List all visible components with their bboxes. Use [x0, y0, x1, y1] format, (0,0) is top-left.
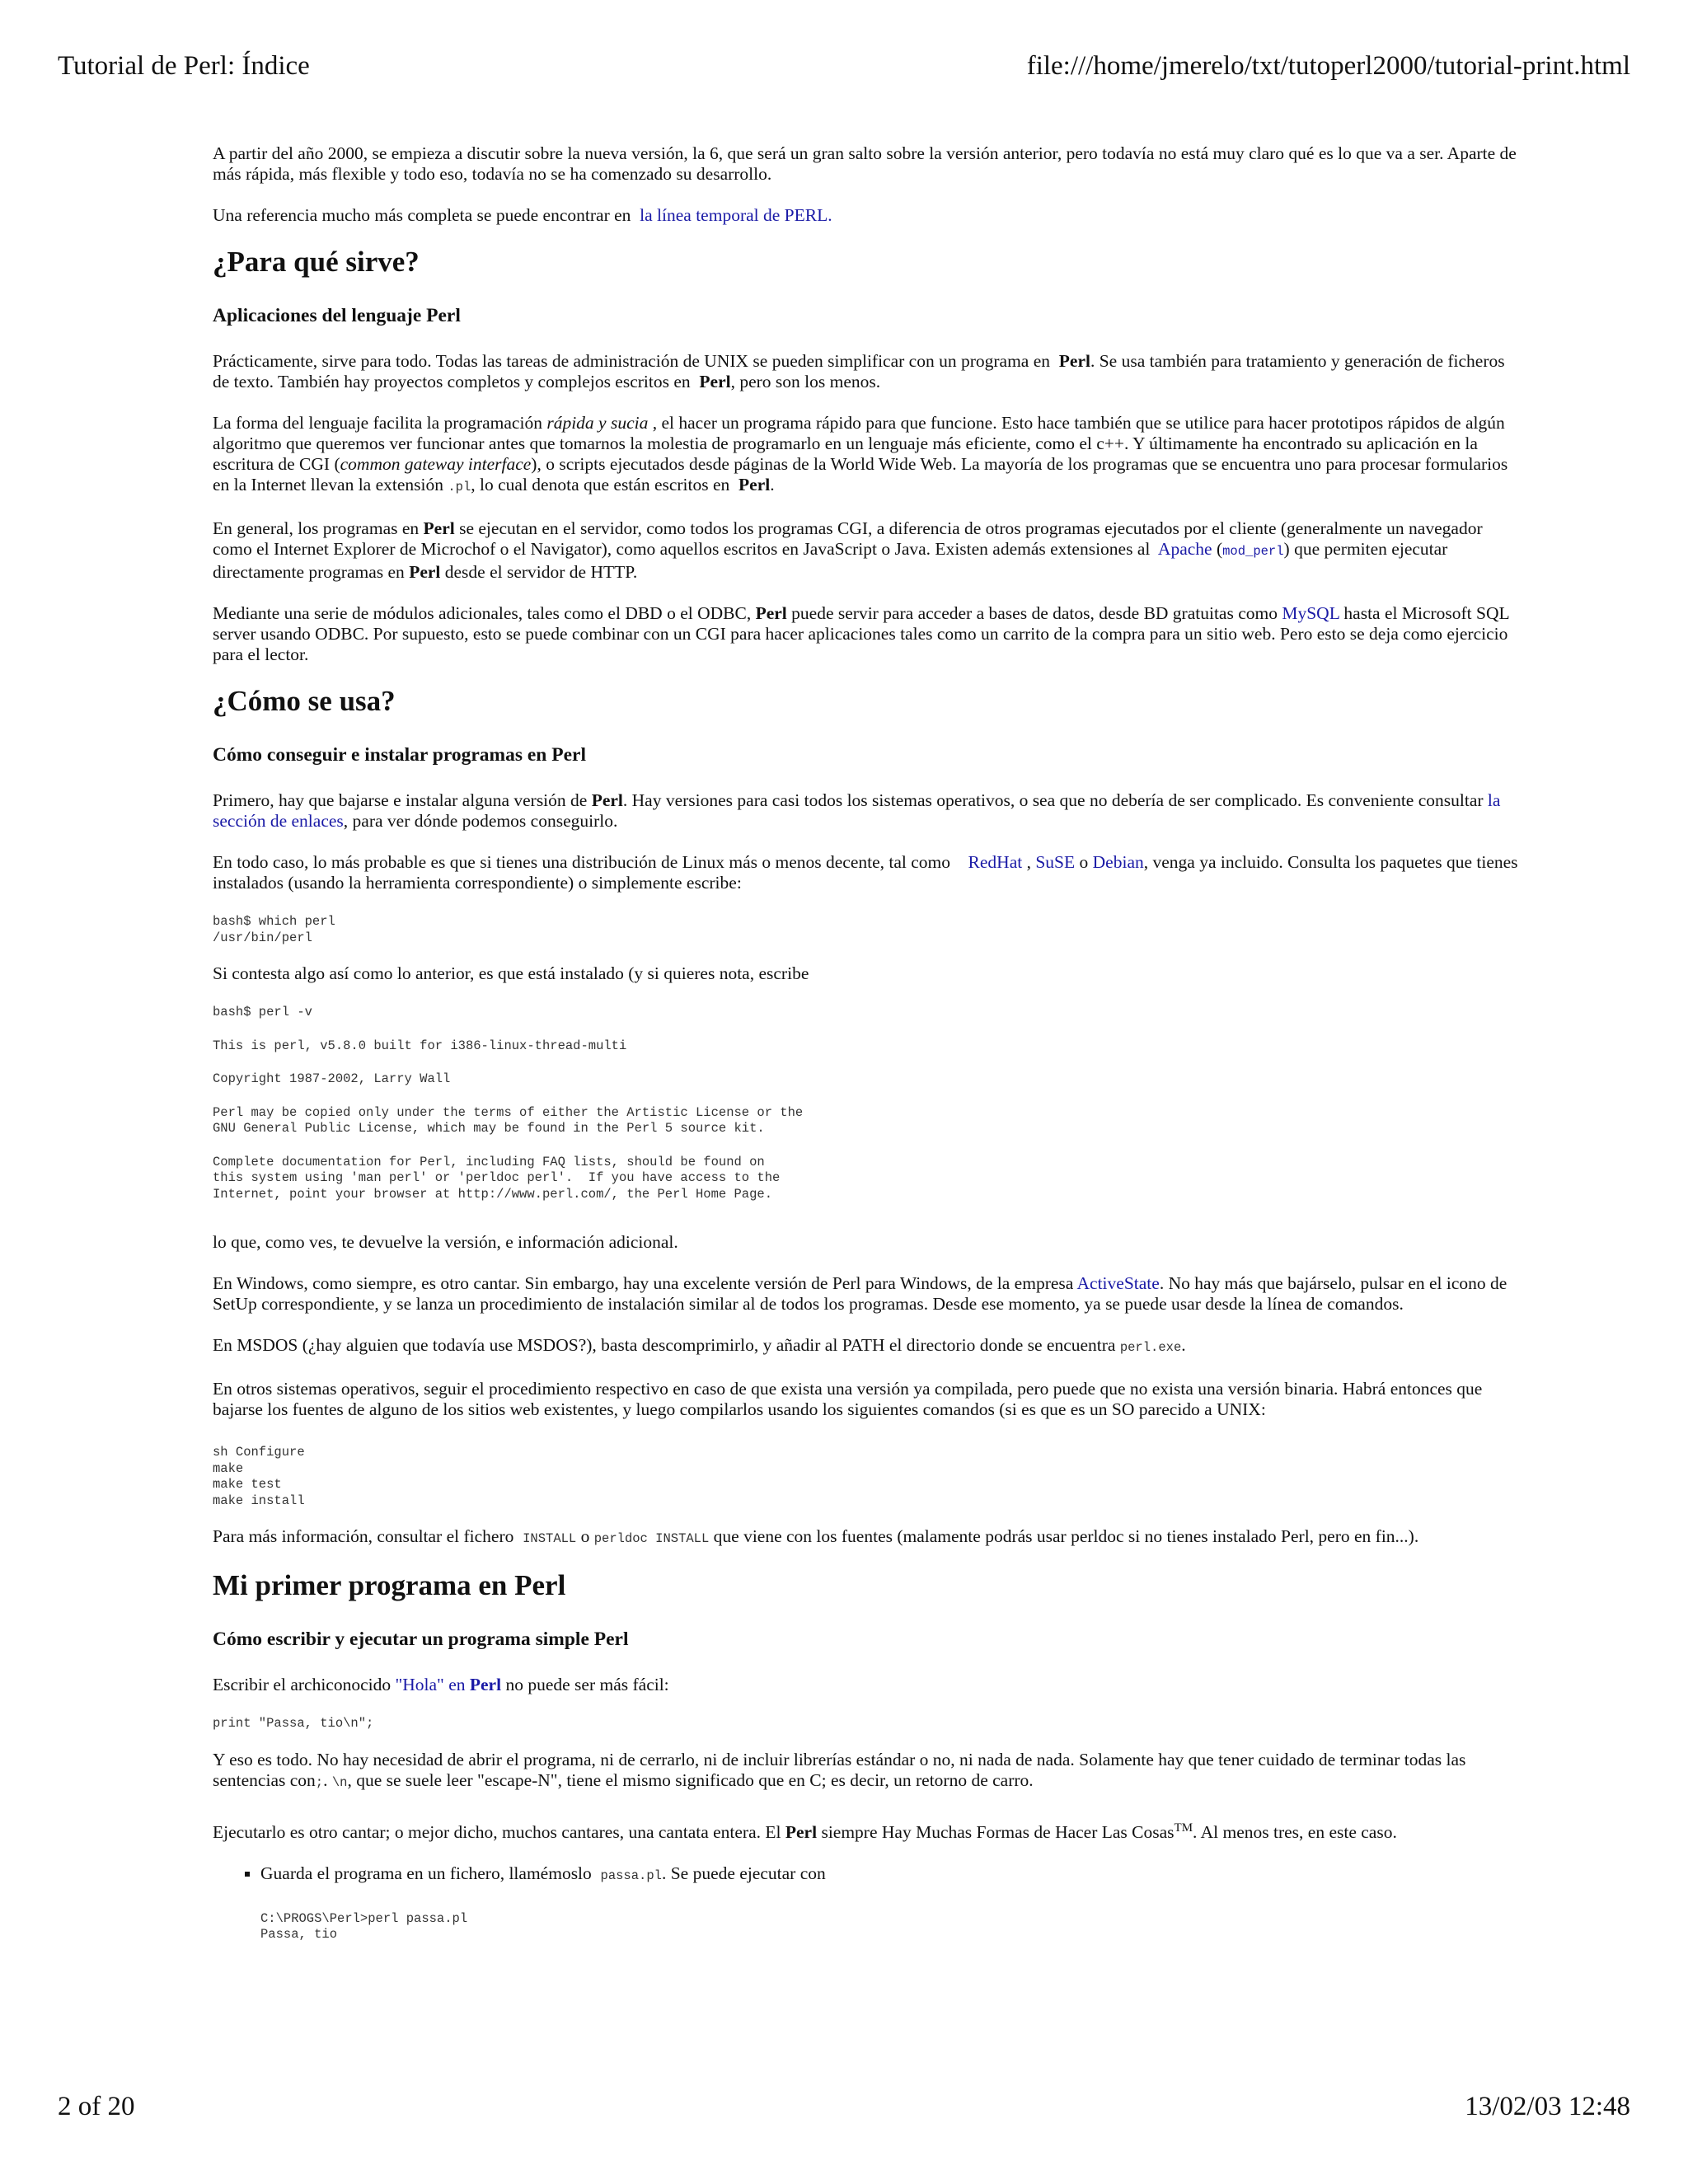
suse-link[interactable]: SuSE: [1035, 852, 1076, 872]
hola-link[interactable]: "Hola" en Perl: [395, 1675, 502, 1694]
page-header-title: Tutorial de Perl: Índice: [58, 51, 310, 81]
paragraph-todo: Y eso es todo. No hay necesidad de abrir el programa, ni de cerrarlo, ni de incluir librerías estándar o no, ni nada de nada. Solamente hay que tener cuidado de terminar todas las sentencias con;. \n, que se suele leer "escape-N", tiene el mismo significado que en C; es decir, un retorno de carro.: [213, 1749, 1466, 1790]
print-datetime: 13/02/03 12:48: [1465, 2092, 1630, 2121]
list-item: ▪ Guarda el programa en un fichero, llamémoslo passa.pl. Se puede ejecutar con: [260, 1863, 1525, 1886]
activestate-link[interactable]: ActiveState: [1076, 1273, 1160, 1293]
paragraph-info: Para más información, consultar el fichero INSTALL o perldoc INSTALL que viene con los fuentes (malamente podrás usar perldoc si no tienes instalado Perl, pero en fin...).: [213, 1526, 1419, 1546]
section-heading-como-usa: ¿Cómo se usa?: [213, 685, 396, 717]
paragraph-ejecutar: Ejecutarlo es otro cantar; o mejor dicho, muchos cantares, una cantata entera. El Perl siempre Hay Muchas Formas de Hacer Las Cosas™. Al menos tres, en este caso.: [213, 1821, 1397, 1842]
paragraph-primero: Primero, hay que bajarse e instalar alguna versión de Perl. Hay versiones para casi todos los sistemas operativos, o sea que no debería de ser complicado. Es conveniente consultar la sección de enlaces, para ver dónde podemos conseguirlo.: [213, 790, 1501, 831]
section-heading-para-que: ¿Para qué sirve?: [213, 246, 420, 278]
apache-link[interactable]: Apache: [1157, 539, 1212, 559]
links-section-link[interactable]: la sección de enlaces: [213, 790, 1501, 831]
code-make: sh Configure make make test make install: [213, 1445, 305, 1508]
subsection-heading-escribir: Cómo escribir y ejecutar un programa simple Perl: [213, 1629, 629, 1650]
paragraph-reference: Una referencia mucho más completa se puede encontrar en la línea temporal de PERL.: [213, 205, 832, 225]
paragraph-devuelve: lo que, como ves, te devuelve la versión, e información adicional.: [213, 1232, 678, 1252]
paragraph-windows: En Windows, como siempre, es otro cantar. Sin embargo, hay una excelente versión de Perl para Windows, de la empresa ActiveState. No hay más que bajárselo, pulsar en el icono de SetUp correspondiente, y se lanza un procedimiento de instalación similar al de todos los programas. Desde ese momento, ya se puede usar desde la línea de comandos.: [213, 1273, 1507, 1314]
mysql-link[interactable]: MySQL: [1282, 603, 1340, 623]
debian-link[interactable]: Debian: [1092, 852, 1144, 872]
page-number: 2 of 20: [58, 2092, 135, 2121]
section-heading-primer-programa: Mi primer programa en Perl: [213, 1569, 566, 1601]
paragraph-distribucion: En todo caso, lo más probable es que si tienes una distribución de Linux más o menos decente, tal como RedHat , SuSE o Debian, venga ya incluido. Consulta los paquetes que tienes instalados (usando la herramienta correspondiente) o simplemente escribe:: [213, 852, 1518, 893]
paragraph-general: En general, los programas en Perl se ejecutan en el servidor, como todos los programas CGI, a diferencia de otros programas ejecutados por el cliente (generalmente un navegador como el Internet Explorer de Microchof o el Navigator), como aquellos escritos en JavaScript o Java. Existen además extensiones al Apache (mod_perl) que permiten ejecutar directamente programas en Perl desde el servidor de HTTP.: [213, 518, 1483, 582]
paragraph-msdos: En MSDOS (¿hay alguien que todavía use MSDOS?), basta descomprimirlo, y añadir al PATH el directorio donde se encuentra perl.exe.: [213, 1335, 1186, 1355]
mod-perl-link[interactable]: mod_perl: [1222, 544, 1284, 559]
paragraph-forma: La forma del lenguaje facilita la programación rápida y sucia , el hacer un programa rápido para que funcione. Esto hace también que se utilice para hacer prototipos rápidos de algún algoritmo que queremos ver funcionar antes que tomarnos la molestia de programarlo en un lenguaje más eficiente, como el c++. Y últimamente ha encontrado su aplicación en la escritura de CGI (common gateway interface), o scripts ejecutados desde páginas de la World Wide Web. La mayoría de los programas que se encuentra uno para procesar formularios en la Internet llevan la extensión .pl, lo cual denota que están escritos en Perl.: [213, 413, 1508, 494]
code-perl-version: This is perl, v5.8.0 built for i386-linux-thread-multi: [213, 1038, 627, 1053]
run-methods-list: [213, 1863, 1525, 1886]
subsection-heading-aplicaciones: Aplicaciones del lenguaje Perl: [213, 305, 461, 326]
document-content: [213, 143, 1525, 1961]
paragraph-otros: En otros sistemas operativos, seguir el procedimiento respectivo en caso de que exista una versión ya compilada, pero puede que no exista una versión binaria. Habrá entonces que bajarse los fuentes de alguno de los sitios web existentes, y luego compilarlos usando los siguientes comandos (si es que es un SO parecido a UNIX:: [213, 1379, 1483, 1419]
code-passa: print "Passa, tio\n";: [213, 1716, 374, 1731]
code-perl-copyright: Copyright 1987-2002, Larry Wall: [213, 1071, 451, 1086]
code-which-perl: bash$ which perl /usr/bin/perl: [213, 914, 335, 945]
code-perl-docs: Complete documentation for Perl, including FAQ lists, should be found on this system using 'man perl' or 'perldoc perl'. If you have access to the Internet, point your browser at http://www.perl.com/, the Perl Home Page.: [213, 1154, 781, 1202]
code-run-passa: C:\PROGS\Perl>perl passa.pl Passa, tio: [260, 1910, 468, 1943]
paragraph-contesta: Si contesta algo así como lo anterior, es que está instalado (y si quieres nota, escribe: [213, 963, 809, 983]
code-perl-v: bash$ perl -v: [213, 1005, 312, 1019]
paragraph-practicamente: Prácticamente, sirve para todo. Todas las tareas de administración de UNIX se pueden simplificar con un programa en Perl. Se usa también para tratamiento y generación de ficheros de texto. También hay proyectos completos y complejos escritos en Perl, pero son los menos.: [213, 351, 1505, 391]
subsection-heading-conseguir: Cómo conseguir e instalar programas en Perl: [213, 744, 586, 766]
page-header-url: file:///home/jmerelo/txt/tutoperl2000/tutorial-print.html: [1026, 51, 1630, 81]
paragraph-modulos: Mediante una serie de módulos adicionales, tales como el DBD o el ODBC, Perl puede servir para acceder a bases de datos, desde BD gratuitas como MySQL hasta el Microsoft SQL server usando ODBC. Por supuesto, esto se puede combinar con un CGI para hacer aplicaciones tales como un carrito de la compra para un sitio web. Pero esto se deja como ejercicio para el lector.: [213, 603, 1509, 664]
paragraph-2000: A partir del año 2000, se empieza a discutir sobre la nueva versión, la 6, que será un gran salto sobre la versión anterior, pero todavía no está muy claro qué es lo que va a ser. Aparte de más rápida, más flexible y todo eso, todavía no se ha comenzado su desarrollo.: [213, 143, 1517, 184]
code-perl-license: Perl may be copied only under the terms of either the Artistic License or the GNU General Public License, which may be found in the Perl 5 source kit.: [213, 1104, 804, 1136]
redhat-link[interactable]: RedHat: [968, 852, 1023, 872]
timeline-link[interactable]: la línea temporal de PERL: [640, 205, 828, 225]
paragraph-hola: Escribir el archiconocido "Hola" en Perl no puede ser más fácil:: [213, 1675, 669, 1694]
